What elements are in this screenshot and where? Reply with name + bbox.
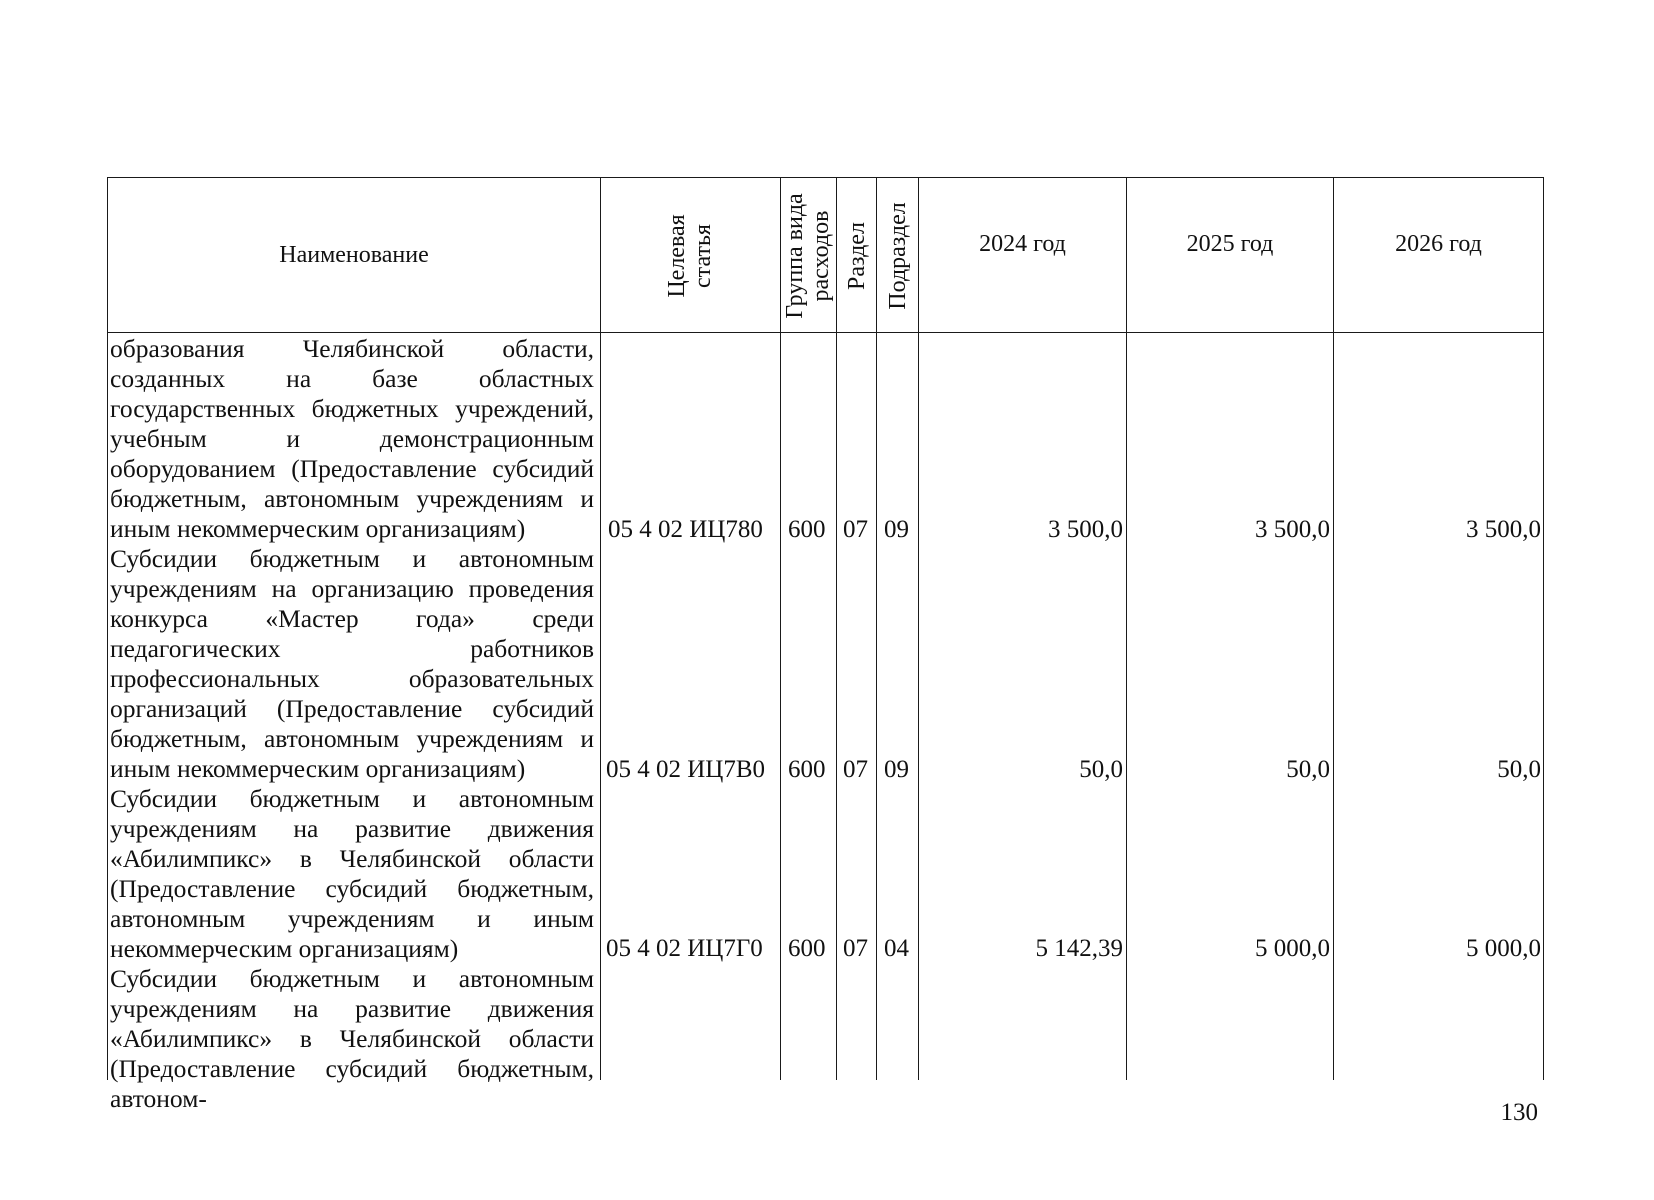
row-2-2025: 50,0	[1286, 756, 1330, 783]
header-name-text: Наименование	[279, 242, 429, 268]
row-3-2026: 5 000,0	[1466, 935, 1541, 962]
header-section	[844, 222, 870, 290]
header-section-text: Раздел	[844, 222, 870, 290]
header-2026-text: 2026 год	[1395, 231, 1482, 257]
row-4-name: Субсидии бюджетным и автономным учреждениям на развитие движения «Абилимпикс» в Челябинской области (Предоставление субсидий бюджетным, автоном-	[110, 964, 594, 1113]
row-3-group: 600	[788, 935, 826, 962]
header-target-line2: статья	[690, 224, 716, 288]
row-1-2026: 3 500,0	[1466, 516, 1541, 543]
row-2-subsection: 09	[884, 756, 909, 783]
col-border-group	[836, 177, 837, 1080]
header-2025	[1127, 228, 1333, 260]
row-3-2025: 5 000,0	[1255, 935, 1330, 962]
row-3-section: 07	[843, 935, 868, 962]
row-2-target: 05 4 02 ИЦ7В0	[606, 756, 766, 783]
row-2-2026: 50,0	[1497, 756, 1541, 783]
col-border-subsection	[918, 177, 919, 1080]
row-1-2024: 3 500,0	[1048, 516, 1123, 543]
header-2024	[919, 228, 1126, 260]
row-3-target: 05 4 02 ИЦ7Г0	[606, 935, 763, 962]
row-1-subsection: 09	[884, 516, 909, 543]
row-3-2024: 5 142,39	[1035, 935, 1123, 962]
header-name	[108, 178, 600, 332]
header-target-article	[664, 214, 716, 297]
header-2025-text: 2025 год	[1186, 231, 1274, 257]
row-3-name: Субсидии бюджетным и автономным учреждениям на развитие движения «Абилимпикс» в Челябинской области (Предоставление субсидий бюджетным, автономным учреждениям и иным некоммерческим организациям)	[110, 784, 594, 963]
row-1-name: образования Челябинской области, созданных на базе областных государственных бюджетных учреждений, учебным и демонстрационным оборудованием (Предоставление субсидий бюджетным, автономным учреждениям и иным некоммерческим организациям)	[110, 334, 594, 543]
col-border-section	[876, 177, 877, 1080]
col-border-2024	[1126, 177, 1127, 1080]
row-1-2025: 3 500,0	[1255, 516, 1330, 543]
header-target-line1: Целевая	[664, 214, 690, 298]
row-2-2024: 50,0	[1079, 756, 1123, 783]
header-2026	[1334, 228, 1543, 260]
header-group-line2: расходов	[808, 210, 834, 302]
header-expense-group	[782, 193, 834, 318]
header-subsection-text: Подраздел	[885, 202, 911, 310]
col-border-target	[780, 177, 781, 1080]
row-1-section: 07	[843, 516, 868, 543]
row-2-name: Субсидии бюджетным и автономным учреждениям на организацию проведения конкурса «Мастер года» среди педагогических работников профессиональных образовательных организаций (Предоставление субсидий бюджетным, автономным учреждениям и иным некоммерческим организациям)	[110, 544, 594, 783]
col-border-name	[600, 177, 601, 1080]
header-subsection	[885, 202, 911, 309]
header-2024-text: 2024 год	[979, 231, 1066, 257]
header-bottom-border	[107, 332, 1544, 333]
row-2-group: 600	[788, 756, 826, 783]
name-column	[110, 334, 594, 1114]
col-border-2025	[1333, 177, 1334, 1080]
row-3-subsection: 04	[884, 935, 909, 962]
row-1-group: 600	[788, 516, 826, 543]
page-number: 130	[1500, 1099, 1538, 1126]
row-2-section: 07	[843, 756, 868, 783]
col-border-right	[1543, 177, 1544, 1080]
header-group-line1: Группа вида	[782, 193, 808, 319]
row-1-target: 05 4 02 ИЦ780	[608, 516, 763, 543]
